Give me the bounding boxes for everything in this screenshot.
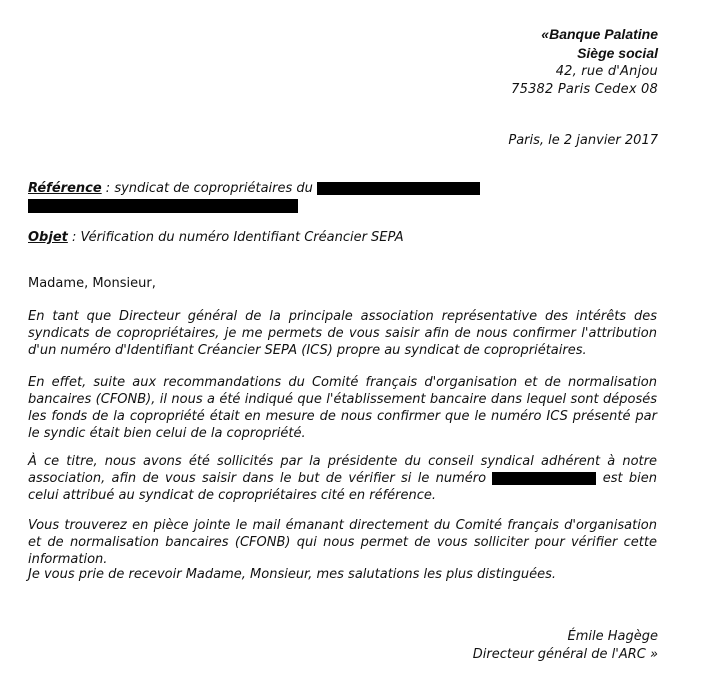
signature-name: Émile Hagège: [567, 629, 658, 644]
reference-line: [28, 181, 480, 196]
subject-text: : Vérification du numéro Identifiant Créancier SEPA: [67, 230, 404, 245]
paragraph-request: [28, 453, 657, 504]
redaction-box: [28, 199, 298, 213]
paragraph-request-end: est bien celui attribué au syndicat de copropriétaires cité en référence.: [28, 471, 658, 503]
paragraph-request-start: À ce titre, nous avons été sollicités par la présidente du conseil syndical adhérent à notre association, afin de vous saisir dans le but de vérifier si le numéro: [28, 454, 657, 486]
paragraph-intro: En tant que Directeur général de la principale association représentative des intérêts des syndicats de copropriétaires, je me permets de vous saisir afin de nous confirmer l'attribution d'un numéro d'Identifiant Créancier SEPA (ICS) propre au syndicat de copropriétaires.: [28, 309, 657, 358]
paragraph-context: En effet, suite aux recommandations du Comité français d'organisation et de normalisation bancaires (CFONB), il nous a été indiqué que l'établissement bancaire dans lequel sont déposés les fonds de la copropriété était en mesure de nous confirmer que le numéro ICS présenté par le syndic était bien celui de la copropriété.: [28, 375, 657, 441]
signature-title: Directeur général de l'ARC »: [472, 647, 658, 662]
salutation: Madame, Monsieur,: [28, 276, 156, 291]
sender-city: 75382 Paris Cedex 08: [511, 82, 658, 97]
sender-office: Siège social: [577, 45, 658, 61]
letter-date: Paris, le 2 janvier 2017: [508, 133, 658, 148]
paragraph-attachment: Vous trouverez en pièce jointe le mail émanant directement du Comité français d'organisation et de normalisation bancaires (CFONB) qui nous permet de vous solliciter pour vérifier cette information.: [28, 518, 657, 567]
reference-text: : syndicat de copropriétaires du: [101, 181, 318, 196]
paragraph-closing: Je vous prie de recevoir Madame, Monsieur, mes salutations les plus distinguées.: [28, 567, 557, 582]
subject-line: [28, 230, 404, 245]
subject-label: Objet: [28, 230, 68, 245]
sender-name: «Banque Palatine: [541, 26, 658, 42]
sender-street: 42, rue d'Anjou: [555, 64, 658, 79]
redaction-box: [492, 472, 596, 485]
redaction-box: [317, 182, 480, 195]
reference-label: Référence: [28, 181, 102, 196]
